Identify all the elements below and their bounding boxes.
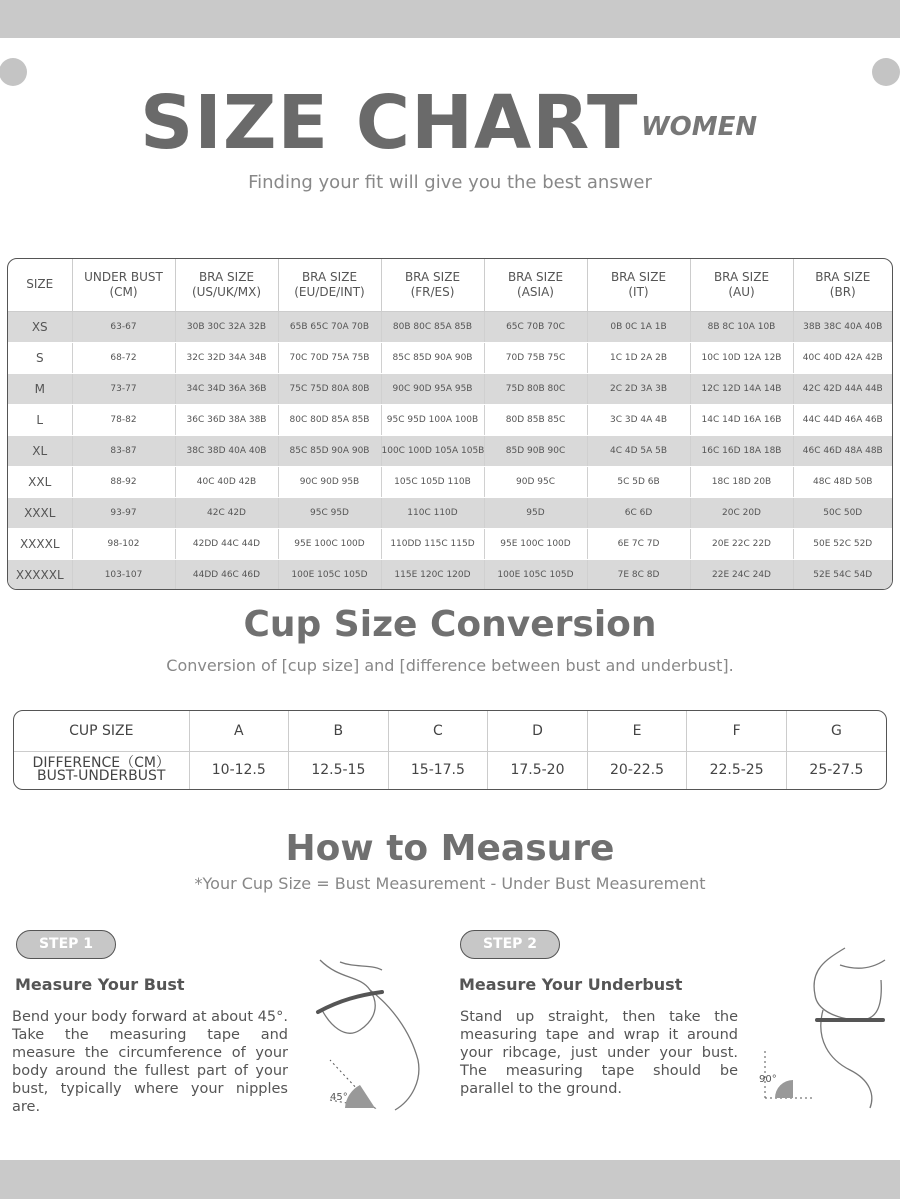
- table-cell: 20C 20D: [690, 497, 793, 528]
- table-cell: 50E 52C 52D: [793, 528, 892, 559]
- table-cell: 90D 95C: [484, 466, 587, 497]
- cup-table: [14, 711, 886, 789]
- bottom-band: [0, 1160, 900, 1199]
- cup-size-cell: G: [786, 711, 886, 751]
- table-row: [8, 342, 892, 373]
- bust-measure-illustration: [300, 950, 440, 1115]
- table-cell: 18C 18D 20B: [690, 466, 793, 497]
- table-cell: 95C 95D: [278, 497, 381, 528]
- difference-cell: 22.5-25: [687, 751, 787, 789]
- table-cell: 0B 0C 1A 1B: [587, 311, 690, 342]
- table-cell: 38C 38D 40A 40B: [175, 435, 278, 466]
- cup-size-cell: C: [388, 711, 488, 751]
- size-label-cell: XXXXXL: [8, 559, 72, 590]
- size-table-header-line: UNDER BUST: [84, 269, 163, 284]
- table-cell: 68-72: [72, 342, 175, 373]
- table-cell: 2C 2D 3A 3B: [587, 373, 690, 404]
- measure-title: How to Measure: [285, 828, 615, 869]
- size-label-cell: XS: [8, 311, 72, 342]
- size-table-header-line: BRA SIZE: [301, 269, 358, 284]
- table-cell: 4C 4D 5A 5B: [587, 435, 690, 466]
- table-cell: 85C 85D 90A 90B: [278, 435, 381, 466]
- table-cell: 93-97: [72, 497, 175, 528]
- table-cell: 16C 16D 18A 18B: [690, 435, 793, 466]
- size-table-header-line: BRA SIZE: [198, 269, 255, 284]
- table-cell: 105C 105D 110B: [381, 466, 484, 497]
- table-cell: 110DD 115C 115D: [381, 528, 484, 559]
- table-cell: 98-102: [72, 528, 175, 559]
- step1-badge: STEP 1: [16, 930, 116, 959]
- size-table-header-line: BRA SIZE: [815, 269, 871, 284]
- pin-left: [0, 58, 27, 86]
- underbust-measure-illustration: [745, 940, 890, 1110]
- size-table-header-line: (CM): [109, 284, 138, 299]
- size-label-cell: XXXXL: [8, 528, 72, 559]
- table-cell: 22E 24C 24D: [690, 559, 793, 590]
- cup-size-row: [14, 711, 886, 751]
- size-table-header-cell: [8, 259, 72, 311]
- table-cell: 1C 1D 2A 2B: [587, 342, 690, 373]
- table-cell: 95E 100C 100D: [278, 528, 381, 559]
- table-cell: 63-67: [72, 311, 175, 342]
- table-cell: 65B 65C 70A 70B: [278, 311, 381, 342]
- size-table-header-cell: [381, 259, 484, 311]
- table-cell: 48C 48D 50B: [793, 466, 892, 497]
- table-cell: 85D 90B 90C: [484, 435, 587, 466]
- table-cell: 46C 46D 48A 48B: [793, 435, 892, 466]
- table-cell: 52E 54C 54D: [793, 559, 892, 590]
- size-table-header-line: (AU): [728, 284, 755, 299]
- table-row: [8, 435, 892, 466]
- table-cell: 103-107: [72, 559, 175, 590]
- size-table-header-line: (FR/ES): [410, 284, 455, 299]
- table-cell: 100E 105C 105D: [278, 559, 381, 590]
- table-cell: 8B 8C 10A 10B: [690, 311, 793, 342]
- top-band: [0, 0, 900, 38]
- table-cell: 38B 38C 40A 40B: [793, 311, 892, 342]
- difference-cell: 15-17.5: [388, 751, 488, 789]
- cup-title: Cup Size Conversion: [243, 604, 657, 645]
- table-row: [8, 311, 892, 342]
- table-row: [8, 466, 892, 497]
- difference-label-line1: DIFFERENCE（CM）: [32, 755, 170, 772]
- table-cell: 83-87: [72, 435, 175, 466]
- table-cell: 75D 80B 80C: [484, 373, 587, 404]
- size-table-header-line: BRA SIZE: [404, 269, 461, 284]
- size-table-header-cell: [72, 259, 175, 311]
- table-cell: 3C 3D 4A 4B: [587, 404, 690, 435]
- step1-text: Bend your body forward at about 45°. Take the measuring tape and measure the circumference of your body around the fullest part of your bust, typically where your nipples are.: [12, 1009, 288, 1115]
- difference-cell: 25-27.5: [809, 762, 864, 779]
- table-cell: 70D 75B 75C: [484, 342, 587, 373]
- difference-row: [14, 751, 886, 789]
- table-cell: 90C 90D 95B: [278, 466, 381, 497]
- table-cell: 110C 110D: [381, 497, 484, 528]
- size-label-cell: XL: [8, 435, 72, 466]
- size-label-cell: S: [8, 342, 72, 373]
- table-cell: 20E 22C 22D: [690, 528, 793, 559]
- difference-label: [14, 751, 189, 789]
- cup-size-cell: F: [687, 711, 787, 751]
- table-cell: 95D: [484, 497, 587, 528]
- size-table-header-line: (ASIA): [517, 284, 554, 299]
- page-title: SIZE CHART: [140, 80, 639, 166]
- table-cell: 42C 42D 44A 44B: [793, 373, 892, 404]
- size-table-header-line: BRA SIZE: [713, 269, 770, 284]
- table-cell: 42C 42D: [175, 497, 278, 528]
- page-subtitle: Finding your fit will give you the best answer: [248, 172, 652, 193]
- size-table-frame: [7, 258, 893, 590]
- cup-table-frame: [13, 710, 887, 790]
- table-cell: 115E 120C 120D: [381, 559, 484, 590]
- size-table-header-cell: [484, 259, 587, 311]
- title-tag: WOMEN: [641, 112, 758, 142]
- table-cell: 95E 100C 100D: [484, 528, 587, 559]
- size-table-header-line: (IT): [628, 284, 649, 299]
- table-row: [8, 559, 892, 590]
- table-cell: 40C 40D 42A 42B: [793, 342, 892, 373]
- size-table-header-cell: [793, 259, 892, 311]
- table-cell: 100E 105C 105D: [484, 559, 587, 590]
- difference-label-line2: BUST-UNDERBUST: [37, 768, 166, 785]
- table-cell: 50C 50D: [793, 497, 892, 528]
- step2-badge: STEP 2: [460, 930, 560, 959]
- cup-size-label: CUP SIZE: [14, 711, 189, 751]
- size-table-header-cell: [690, 259, 793, 311]
- measure-note: *Your Cup Size = Bust Measurement - Under Bust Measurement: [194, 874, 706, 893]
- angle-90-label: 90°: [759, 1074, 777, 1085]
- difference-cell: 12.5-15: [289, 751, 389, 789]
- table-cell: 75C 75D 80A 80B: [278, 373, 381, 404]
- cup-note: Conversion of [cup size] and [difference between bust and underbust].: [166, 656, 734, 675]
- size-table-header-line: (BR): [829, 284, 856, 299]
- cup-size-cell: B: [289, 711, 389, 751]
- table-cell: 95C 95D 100A 100B: [381, 404, 484, 435]
- table-cell: 80D 85B 85C: [484, 404, 587, 435]
- table-cell: 6C 6D: [587, 497, 690, 528]
- table-row: [8, 528, 892, 559]
- size-table-header-line: BRA SIZE: [610, 269, 667, 284]
- table-cell: 90C 90D 95A 95B: [381, 373, 484, 404]
- table-cell: 6E 7C 7D: [587, 528, 690, 559]
- cup-size-cell: A: [189, 711, 289, 751]
- size-table-header-cell: [587, 259, 690, 311]
- table-cell: 78-82: [72, 404, 175, 435]
- size-table-header: [8, 259, 892, 311]
- table-cell: 80C 80D 85A 85B: [278, 404, 381, 435]
- table-cell: 65C 70B 70C: [484, 311, 587, 342]
- step2-text: Stand up straight, then take the measuring tape and wrap it around your ribcage, just under your bust. The measuring tape should be parallel to the ground.: [460, 1009, 738, 1097]
- step2-heading: Measure Your Underbust: [459, 975, 683, 994]
- table-cell: 44C 44D 46A 46B: [793, 404, 892, 435]
- size-label-cell: M: [8, 373, 72, 404]
- table-row: [8, 404, 892, 435]
- table-cell: 42DD 44C 44D: [175, 528, 278, 559]
- table-cell: 100C 100D 105A 105B: [381, 435, 484, 466]
- size-table-header-line: (EU/DE/INT): [294, 284, 365, 299]
- size-table-header-line: (US/UK/MX): [191, 284, 262, 299]
- table-cell: 88-92: [72, 466, 175, 497]
- table-cell: 7E 8C 8D: [587, 559, 690, 590]
- pin-right: [872, 58, 900, 86]
- table-cell: 32C 32D 34A 34B: [175, 342, 278, 373]
- difference-cell: 17.5-20: [488, 751, 588, 789]
- step1-heading: Measure Your Bust: [15, 975, 185, 994]
- size-table-header-line: BRA SIZE: [507, 269, 564, 284]
- size-label-cell: L: [8, 404, 72, 435]
- table-cell: 73-77: [72, 373, 175, 404]
- difference-cell: 20-22.5: [587, 751, 687, 789]
- size-table-header-cell: [175, 259, 278, 311]
- size-label-cell: XXL: [8, 466, 72, 497]
- table-cell: 44DD 46C 46D: [175, 559, 278, 590]
- table-cell: 34C 34D 36A 36B: [175, 373, 278, 404]
- difference-cell: 10-12.5: [189, 751, 289, 789]
- table-cell: 80B 80C 85A 85B: [381, 311, 484, 342]
- table-cell: 30B 30C 32A 32B: [175, 311, 278, 342]
- table-cell: 40C 40D 42B: [175, 466, 278, 497]
- size-table: [8, 259, 892, 590]
- table-row: [8, 497, 892, 528]
- table-cell: 14C 14D 16A 16B: [690, 404, 793, 435]
- table-cell: 36C 36D 38A 38B: [175, 404, 278, 435]
- size-table-header-cell: [278, 259, 381, 311]
- cup-size-cell: E: [587, 711, 687, 751]
- table-row: [8, 373, 892, 404]
- table-cell: 12C 12D 14A 14B: [690, 373, 793, 404]
- table-cell: 85C 85D 90A 90B: [381, 342, 484, 373]
- size-table-header-line: SIZE: [26, 277, 54, 292]
- table-cell: 70C 70D 75A 75B: [278, 342, 381, 373]
- size-label-cell: XXXL: [8, 497, 72, 528]
- angle-45-label: 45°: [330, 1092, 348, 1103]
- cup-size-cell: D: [488, 711, 588, 751]
- table-cell: 10C 10D 12A 12B: [690, 342, 793, 373]
- table-cell: 5C 5D 6B: [587, 466, 690, 497]
